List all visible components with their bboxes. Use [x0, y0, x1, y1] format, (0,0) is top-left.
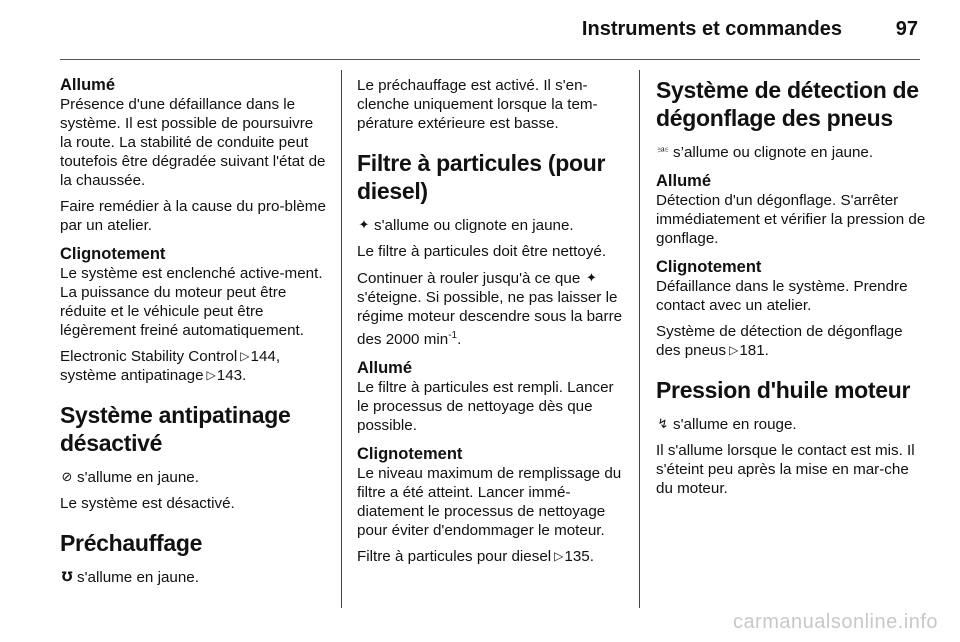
paragraph: ⊘ s'allume en jaune.	[61, 469, 199, 486]
subheading: Clignotement	[656, 258, 762, 276]
reference-arrow-icon: ▷	[206, 368, 216, 382]
chapter-title: Instruments et commandes	[581, 18, 842, 40]
paragraph: Défaillance dans le système. Prendre contact avec un atelier.	[656, 278, 908, 314]
subheading: Allumé	[60, 76, 116, 94]
page-header	[0, 0, 960, 60]
paragraph: Présence d'une défaillance dans le système. Il est possible de poursuivre la route. La stabilité de conduite peut toutefois être dégradée suivant l'état de la chaussée.	[60, 96, 326, 189]
column-divider	[639, 70, 640, 608]
subheading: Clignotement	[60, 245, 166, 263]
diesel-particulate-filter-icon: ✦	[586, 270, 597, 285]
cross-reference-text: Electronic Stability Control	[60, 348, 238, 365]
subheading: Allumé	[357, 359, 413, 378]
paragraph: Système de détection de dégonflage des pneus ▷181.	[656, 323, 903, 359]
section-heading: Préchauffage	[60, 530, 203, 556]
page-ref: 144,	[250, 348, 281, 365]
tyre-pressure-icon: ⎃	[657, 144, 669, 159]
watermark: carmanualsonline.info	[732, 611, 938, 633]
subheading: Clignotement	[357, 445, 463, 464]
reference-arrow-icon: ▷	[554, 549, 564, 564]
glow-plug-icon: ℧	[61, 569, 73, 584]
paragraph: Le système est désactivé.	[60, 495, 235, 512]
paragraph: Faire remédier à la cause du pro-blème par un atelier.	[60, 198, 326, 234]
section-heading: Filtre à particules (pour diesel)	[357, 150, 606, 204]
oil-can-icon: ↯	[657, 416, 669, 431]
section-heading: Pression d'huile moteur	[656, 377, 911, 403]
column-1	[60, 76, 328, 594]
paragraph: ℧ s'allume en jaune.	[61, 569, 199, 586]
paragraph: Il s'allume lorsque le contact est mis. Il s'éteint peu après la mise en mar-che du moteur.	[656, 442, 915, 497]
column-3	[656, 76, 928, 505]
page-ref: 143.	[216, 367, 247, 384]
subheading: Allumé	[656, 172, 712, 190]
paragraph: ⎃ s’allume ou clignote en jaune.	[657, 144, 874, 161]
paragraph: Le filtre à particules doit être nettoyé.	[357, 243, 607, 260]
traction-control-off-icon: ⊘	[61, 469, 73, 484]
paragraph	[60, 347, 328, 385]
section-heading: Système antipatinage désactivé	[60, 402, 291, 456]
paragraph: Le préchauffage est activé. Il s'en-clenche uniquement lorsque la tem-pérature extérieure est basse.	[357, 77, 598, 132]
paragraph: Filtre à particules pour diesel ▷135.	[357, 548, 594, 566]
reference-arrow-icon: ▷	[240, 349, 250, 363]
paragraph: Le filtre à particules est rempli. Lancer le processus de nettoyage dès que possible.	[357, 379, 614, 435]
paragraph: Continuer à rouler jusqu'à ce que ✦ s'éteigne. Si possible, ne pas laisser le régime moteur descendre sous la barre des 2000 $\min^{-1}$.	[357, 270, 623, 349]
paragraph: Le système est enclenché active-ment. La puissance du moteur peut être réduite et le véhicule peut être légèrement freiné automatiquement.	[60, 265, 323, 339]
paragraph: Détection d'un dégonflage. S'arrêter immédiatement et vérifier la pression de gonflage.	[656, 192, 926, 247]
header-divider	[60, 59, 920, 60]
paragraph: Le niveau maximum de remplissage du filtre a été atteint. Lancer immé-diatement le processus de nettoyage pour éviter d'endommager le moteur.	[357, 465, 622, 540]
diesel-particulate-filter-icon: ✦	[358, 217, 370, 232]
reference-arrow-icon: ▷	[729, 343, 739, 357]
page-number: 97	[895, 18, 918, 40]
cross-reference-text: système antipatinage	[60, 367, 204, 384]
section-heading: Système de détection de dégonflage des pneus	[656, 77, 919, 131]
paragraph: ✦ s'allume ou clignote en jaune.	[358, 217, 574, 234]
column-2	[357, 76, 627, 573]
paragraph: ↯ s'allume en rouge.	[657, 416, 797, 433]
column-divider	[341, 70, 342, 608]
